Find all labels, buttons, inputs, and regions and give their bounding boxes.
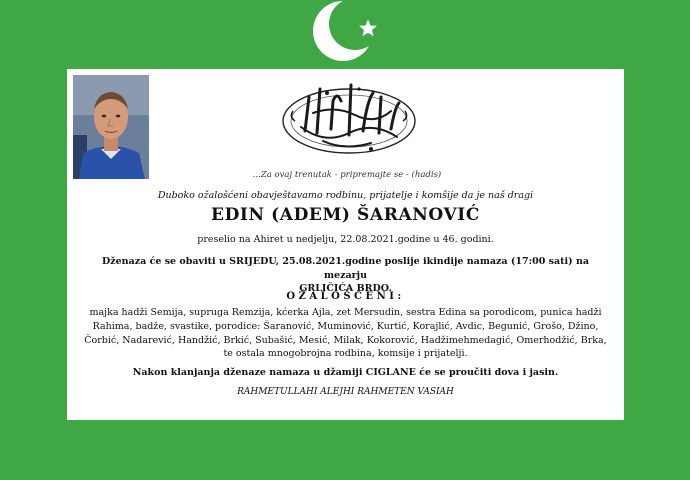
- funeral-location: GRLIČIĆA BRDO.: [299, 283, 392, 294]
- hadith-quote: ...Za ovaj trenutak - pripremajte se - (hadis): [252, 170, 442, 180]
- obituary-card: [67, 69, 624, 420]
- closing-prayer: RAHMETULLAHI ALEJHI RAHMETEN VASIAH: [237, 387, 454, 397]
- deceased-name: EDIN (ADEM) ŠARANOVIĆ: [211, 205, 480, 225]
- mourners-list: [75, 306, 616, 361]
- mourners-line: Rahima, badže, svastike, porodice: Šaranović, Muminović, Kurtić, Korajlić, Avdic, Begunić, Grošo, Džino,: [92, 320, 599, 332]
- mourners-line: majka hadži Semija, supruga Remzija, kćerka Ajla, zet Mersudin, sestra Edina sa porodicom, punica hadži: [89, 307, 602, 318]
- funeral-details: [97, 255, 594, 296]
- arabic-calligraphy-icon: [275, 71, 423, 163]
- funeral-line: Dženaza će se obaviti u SRIJEDU, 25.08.2021.godine poslije ikindije namaza (17:00 sati) na mezarju: [101, 256, 590, 281]
- mourners-heading: OŽALOŠĆENI:: [286, 291, 405, 302]
- mourners-line: te ostala mnogobrojna rodbina, komsije i prijatelji.: [223, 348, 468, 360]
- burial-note: Nakon klanjanja dženaze namaza u džamiji CIGLANE će se proučiti dova i jasin.: [132, 367, 559, 378]
- intro-text: Duboko ožalošćeni obavještavamo rodbinu, prijatelje i komšije da je naš dragi: [157, 190, 534, 201]
- mourners-line: Čorbić, Nadarević, Handžić, Brkić, Subašić, Mesić, Milak, Kokorović, Hadžimehmedagić, Omerhodžić, Brka,: [84, 334, 607, 346]
- portrait-photo: [73, 75, 149, 179]
- crescent-and-star-icon: [0, 0, 690, 70]
- passing-date-text: preselio na Ahiret u nedjelju, 22.08.2021.godine u 46. godini.: [197, 234, 494, 245]
